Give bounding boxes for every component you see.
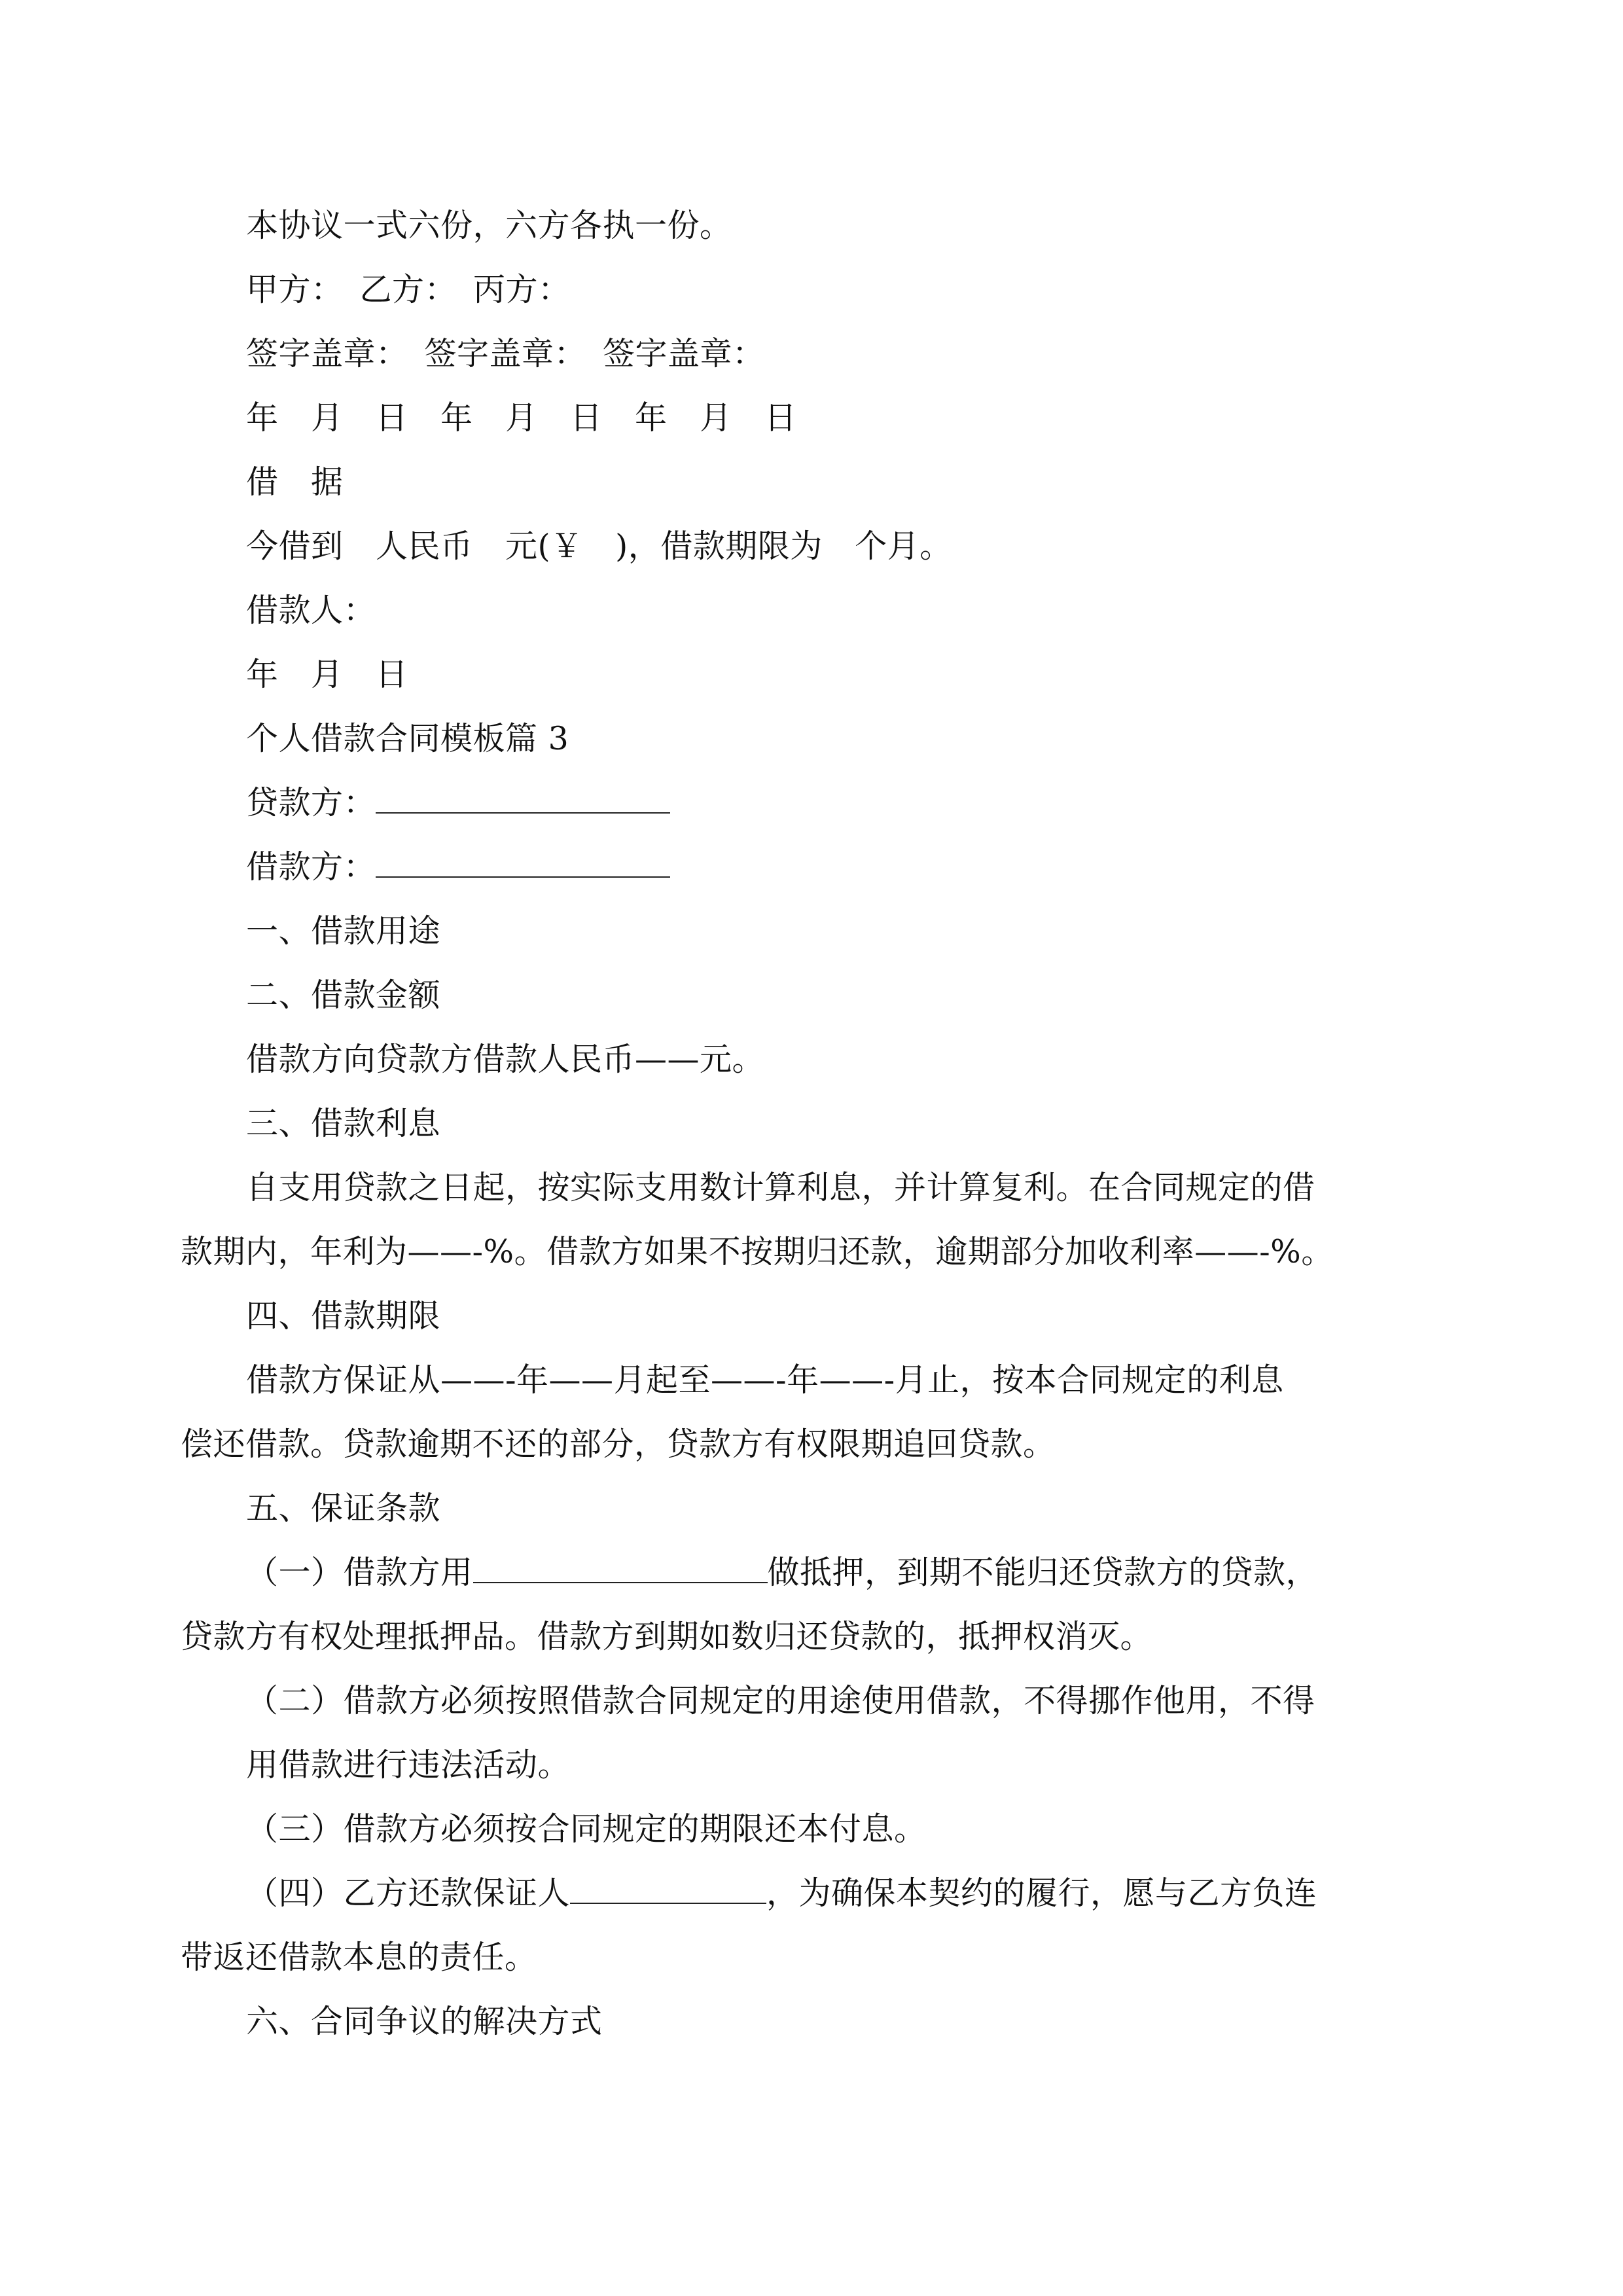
lender-blank	[376, 786, 670, 814]
iou-date: 年 月 日	[246, 656, 408, 693]
guarantee-4-line-2: 带返还借款本息的责任。	[181, 1939, 537, 1976]
heading-purpose: 一、借款用途	[246, 912, 441, 950]
heading-term: 四、借款期限	[246, 1297, 441, 1335]
heading-amount: 二、借款金额	[246, 977, 441, 1014]
copies-clause: 本协议一式六份，六方各执一份。	[246, 207, 732, 244]
borrower-line	[246, 835, 1398, 899]
guarantee-4-line-1	[246, 1861, 1398, 1926]
interest-clause-1: 自支用贷款之日起，按实际支用数计算利息，并计算复利。在合同规定的借	[246, 1169, 1315, 1206]
lender-label: 贷款方：	[246, 784, 376, 821]
guarantee-1-pre: （一）借款方用	[246, 1554, 473, 1591]
lender-line	[246, 771, 1398, 835]
guarantee-4-pre: （四）乙方还款保证人	[246, 1874, 571, 1912]
guarantor-blank	[570, 1876, 766, 1904]
guarantee-1-post: 做抵押，到期不能归还贷款方的贷款，	[767, 1554, 1319, 1591]
collateral-blank	[473, 1556, 768, 1583]
borrower-label: 借款人：	[246, 592, 376, 629]
parties-line: 甲方： 乙方： 丙方：	[246, 271, 571, 308]
iou-body: 今借到 人民币 元(￥ )，借款期限为 个月。	[246, 528, 952, 565]
guarantee-1-line-1	[246, 1541, 1398, 1605]
guarantee-4-post: ，为确保本契约的履行，愿与乙方负连	[766, 1874, 1317, 1912]
heading-guarantee: 五、保证条款	[246, 1490, 441, 1527]
date-line: 年 月 日 年 月 日 年 月 日	[246, 399, 797, 437]
section-title: 个人借款合同模板篇 3	[246, 720, 569, 757]
interest-clause-2: 款期内，年利为——-%。借款方如果不按期归还款，逾期部分加收利率——-%。	[181, 1233, 1334, 1270]
term-clause-1: 借款方保证从——-年——月起至——-年——-月止，按本合同规定的利息	[246, 1361, 1284, 1399]
guarantee-2-line-2: 用借款进行违法活动。	[246, 1746, 571, 1784]
heading-dispute: 六、合同争议的解决方式	[246, 2003, 603, 2040]
guarantee-3: （三）借款方必须按合同规定的期限还本付息。	[246, 1810, 927, 1848]
guarantee-1-line-2: 贷款方有权处理抵押品。借款方到期如数归还贷款的，抵押权消灭。	[181, 1618, 1153, 1655]
borrower-blank	[376, 850, 670, 878]
heading-interest: 三、借款利息	[246, 1105, 441, 1142]
signature-line: 签字盖章： 签字盖章： 签字盖章：	[246, 335, 765, 372]
term-clause-2: 偿还借款。贷款逾期不还的部分，贷款方有权限期追回贷款。	[181, 1426, 1056, 1463]
iou-title: 借 据	[246, 463, 344, 501]
guarantee-2-line-1: （二）借款方必须按照借款合同规定的用途使用借款，不得挪作他用，不得	[246, 1682, 1315, 1719]
document-body	[181, 194, 1398, 2054]
borrower-field-label: 借款方：	[246, 848, 376, 886]
amount-clause: 借款方向贷款方借款人民币——元。	[246, 1041, 765, 1078]
